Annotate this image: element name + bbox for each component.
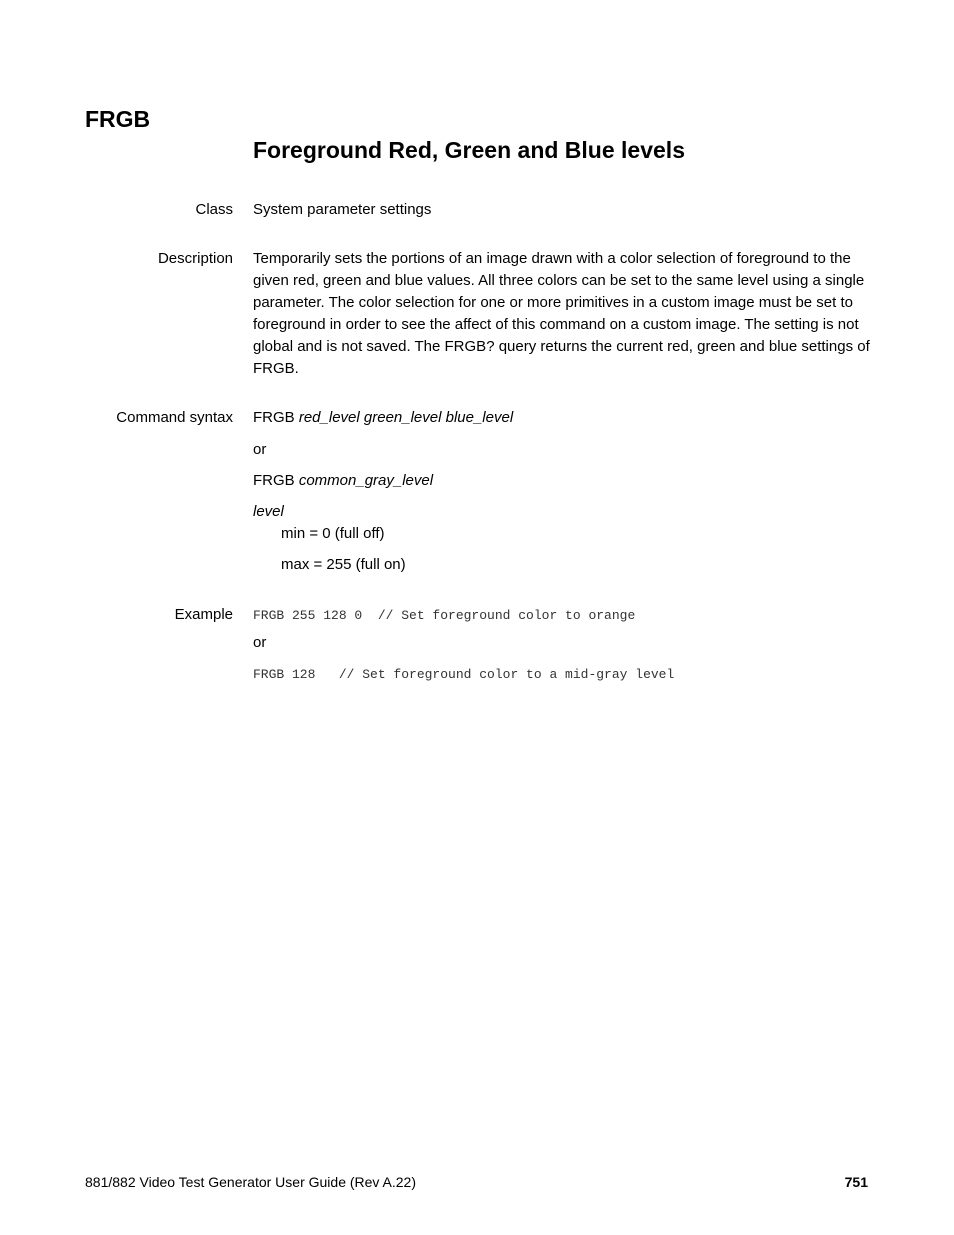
command-name: FRGB	[85, 106, 151, 132]
description-label: Description	[157, 250, 233, 267]
parameter-name	[253, 501, 284, 523]
example-label: Example	[174, 606, 233, 623]
syntax-form-2	[253, 470, 433, 492]
syntax-form-1	[253, 407, 513, 429]
syntax-form-2-command: FRGB	[253, 472, 295, 489]
example-or: or	[253, 634, 267, 651]
description-text: Temporarily sets the portions of an image drawn with a color selection of foreground to the given red, green and blue values. All three colors can be set to the same level using a single parameter. The color selection for one or more primitives in a custom image must be set to foreground in order to see the affect of this command on a custom image. The setting is not global and is not saved. The FRGB? query returns the current red, green and blue settings of FRGB.	[253, 250, 870, 377]
footer-page-number: 751	[844, 1174, 868, 1190]
parameter-name-text: level	[253, 503, 284, 520]
class-label: Class	[195, 201, 233, 218]
syntax-form-1-command: FRGB	[253, 409, 295, 426]
command-syntax-label: Command syntax	[116, 409, 233, 426]
parameter-min: min = 0 (full off)	[281, 525, 385, 542]
example-code-1: FRGB 255 128 0 // Set foreground color to orange	[253, 608, 636, 623]
syntax-or: or	[253, 441, 267, 458]
example-code-2: FRGB 128 // Set foreground color to a mid-gray level	[253, 667, 675, 682]
syntax-form-1-params: red_level green_level blue_level	[298, 409, 514, 426]
syntax-form-2-params: common_gray_level	[298, 472, 434, 489]
class-value: System parameter settings	[253, 201, 432, 218]
parameter-max: max = 255 (full on)	[281, 556, 406, 573]
footer-doc-title: 881/882 Video Test Generator User Guide (Rev A.22)	[85, 1174, 417, 1190]
command-title: Foreground Red, Green and Blue levels	[253, 137, 685, 163]
